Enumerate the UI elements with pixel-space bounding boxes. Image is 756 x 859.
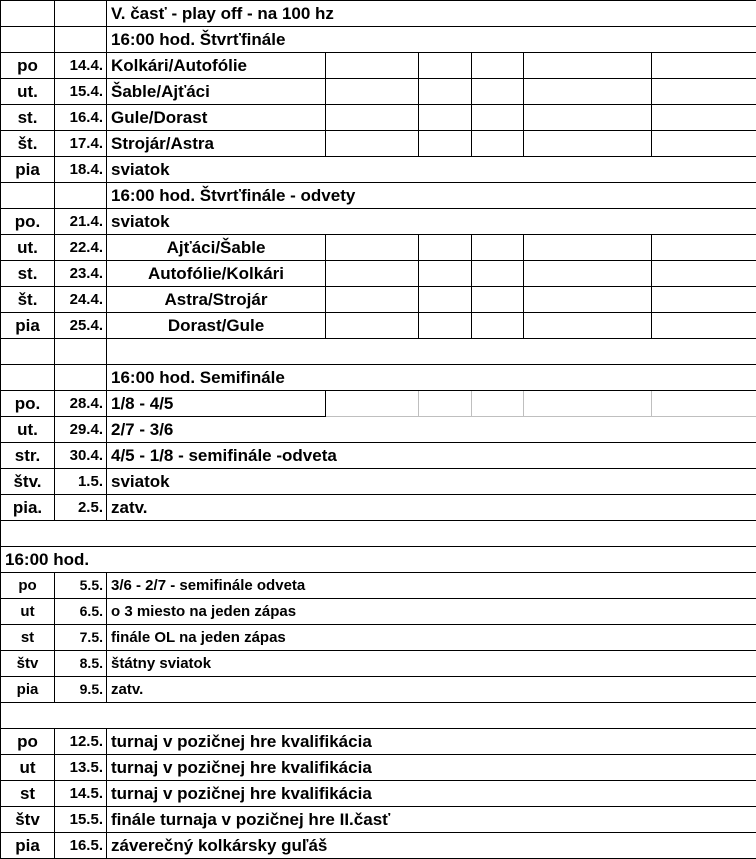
day-cell: štv	[1, 651, 55, 677]
date-cell: 2.5.	[55, 495, 107, 521]
day-cell: pia.	[1, 495, 55, 521]
empty-cell	[472, 53, 524, 79]
schedule-row	[1, 781, 756, 807]
empty-cell	[326, 261, 419, 287]
date-cell: 15.4.	[55, 79, 107, 105]
empty-cell	[472, 391, 524, 417]
empty-cell	[326, 105, 419, 131]
event-cell: sviatok	[107, 469, 756, 495]
empty-cell	[472, 287, 524, 313]
schedule-row	[1, 1, 756, 27]
schedule-row	[1, 755, 756, 781]
empty-cell	[472, 131, 524, 157]
day-cell: ut.	[1, 79, 55, 105]
event-cell: sviatok	[107, 157, 756, 183]
date-cell: 16.4.	[55, 105, 107, 131]
empty-cell	[524, 105, 652, 131]
schedule-row	[1, 183, 756, 209]
empty-cell	[326, 313, 419, 339]
day-cell: ut.	[1, 417, 55, 443]
day-cell: po	[1, 53, 55, 79]
date-cell: 14.4.	[55, 53, 107, 79]
match-cell: Autofólie/Kolkári	[107, 261, 326, 287]
full-row-cell: 16:00 hod.	[1, 547, 756, 573]
match-cell: Astra/Strojár	[107, 287, 326, 313]
empty-cell	[419, 391, 472, 417]
schedule-row	[1, 677, 756, 703]
day-cell: pia	[1, 157, 55, 183]
empty-cell	[472, 261, 524, 287]
date-cell: 7.5.	[55, 625, 107, 651]
day-cell	[1, 339, 55, 365]
schedule-row	[1, 573, 756, 599]
empty-cell	[652, 131, 756, 157]
empty-cell	[419, 287, 472, 313]
match-cell: Dorast/Gule	[107, 313, 326, 339]
schedule-row	[1, 209, 756, 235]
day-cell	[1, 1, 55, 27]
day-cell	[1, 183, 55, 209]
date-cell: 12.5.	[55, 729, 107, 755]
day-cell: st	[1, 781, 55, 807]
date-cell: 1.5.	[55, 469, 107, 495]
empty-cell	[652, 287, 756, 313]
empty-cell	[652, 235, 756, 261]
day-cell: št.	[1, 131, 55, 157]
empty-cell	[652, 391, 756, 417]
empty-cell	[524, 53, 652, 79]
event-cell: turnaj v pozičnej hre kvalifikácia	[107, 729, 756, 755]
empty-cell	[524, 131, 652, 157]
empty-cell	[419, 261, 472, 287]
day-cell: ut	[1, 599, 55, 625]
day-cell: po.	[1, 209, 55, 235]
full-row-cell	[1, 703, 756, 729]
schedule-row	[1, 79, 756, 105]
schedule-row	[1, 313, 756, 339]
schedule-row	[1, 599, 756, 625]
empty-cell	[524, 79, 652, 105]
day-cell: pia	[1, 833, 55, 859]
empty-cell	[652, 313, 756, 339]
event-cell: finále OL na jeden zápas	[107, 625, 756, 651]
empty-cell	[652, 53, 756, 79]
date-cell	[55, 339, 107, 365]
empty-cell	[472, 235, 524, 261]
schedule-row	[1, 261, 756, 287]
event-cell: 2/7 - 3/6	[107, 417, 756, 443]
match-cell: Šable/Ajťáci	[107, 79, 326, 105]
schedule-row	[1, 547, 756, 573]
date-cell: 9.5.	[55, 677, 107, 703]
empty-cell	[472, 105, 524, 131]
empty-cell	[524, 261, 652, 287]
day-cell: st	[1, 625, 55, 651]
schedule-row	[1, 651, 756, 677]
schedule-row	[1, 521, 756, 547]
empty-cell	[326, 79, 419, 105]
schedule-row	[1, 807, 756, 833]
event-cell: V. časť - play off - na 100 hz	[107, 1, 756, 27]
empty-cell	[326, 131, 419, 157]
date-cell: 17.4.	[55, 131, 107, 157]
event-cell: turnaj v pozičnej hre kvalifikácia	[107, 755, 756, 781]
day-cell: st.	[1, 261, 55, 287]
schedule-row	[1, 131, 756, 157]
schedule-row	[1, 703, 756, 729]
date-cell: 14.5.	[55, 781, 107, 807]
match-cell: Kolkári/Autofólie	[107, 53, 326, 79]
empty-cell	[419, 131, 472, 157]
full-row-cell	[1, 521, 756, 547]
event-cell: zatv.	[107, 495, 756, 521]
event-cell: sviatok	[107, 209, 756, 235]
schedule-row	[1, 27, 756, 53]
day-cell: štv.	[1, 469, 55, 495]
schedule-row	[1, 625, 756, 651]
event-cell: zatv.	[107, 677, 756, 703]
empty-cell	[524, 313, 652, 339]
day-cell: ut	[1, 755, 55, 781]
empty-cell	[652, 105, 756, 131]
date-cell: 8.5.	[55, 651, 107, 677]
match-cell: Strojár/Astra	[107, 131, 326, 157]
schedule-row	[1, 105, 756, 131]
empty-cell	[524, 391, 652, 417]
date-cell: 16.5.	[55, 833, 107, 859]
date-cell: 28.4.	[55, 391, 107, 417]
event-cell: finále turnaja v pozičnej hre II.časť	[107, 807, 756, 833]
empty-cell	[326, 53, 419, 79]
empty-cell	[472, 313, 524, 339]
schedule-row	[1, 287, 756, 313]
day-cell: po	[1, 573, 55, 599]
empty-cell	[326, 235, 419, 261]
date-cell	[55, 365, 107, 391]
schedule-row	[1, 339, 756, 365]
empty-cell	[524, 287, 652, 313]
schedule-row	[1, 53, 756, 79]
date-cell: 18.4.	[55, 157, 107, 183]
date-cell: 15.5.	[55, 807, 107, 833]
date-cell: 5.5.	[55, 573, 107, 599]
empty-cell	[419, 235, 472, 261]
schedule-row	[1, 469, 756, 495]
match-cell: Ajťáci/Šable	[107, 235, 326, 261]
schedule-row	[1, 417, 756, 443]
date-cell: 23.4.	[55, 261, 107, 287]
match-cell: Gule/Dorast	[107, 105, 326, 131]
event-cell: 16:00 hod. Štvrťfinále - odvety	[107, 183, 756, 209]
schedule-row	[1, 495, 756, 521]
date-cell	[55, 1, 107, 27]
empty-cell	[652, 261, 756, 287]
day-cell: št.	[1, 287, 55, 313]
date-cell: 22.4.	[55, 235, 107, 261]
date-cell: 30.4.	[55, 443, 107, 469]
date-cell: 13.5.	[55, 755, 107, 781]
empty-cell	[472, 79, 524, 105]
empty-cell	[419, 105, 472, 131]
date-cell	[55, 183, 107, 209]
date-cell: 21.4.	[55, 209, 107, 235]
empty-cell	[419, 313, 472, 339]
date-cell	[55, 27, 107, 53]
event-cell: 16:00 hod. Semifinále	[107, 365, 756, 391]
event-cell: štátny sviatok	[107, 651, 756, 677]
empty-cell	[652, 79, 756, 105]
schedule-row	[1, 443, 756, 469]
day-cell: pia	[1, 313, 55, 339]
day-cell: po	[1, 729, 55, 755]
empty-cell	[419, 79, 472, 105]
day-cell: st.	[1, 105, 55, 131]
empty-cell	[326, 391, 419, 417]
day-cell: pia	[1, 677, 55, 703]
day-cell	[1, 365, 55, 391]
empty-cell	[326, 287, 419, 313]
event-cell: záverečný kolkársky guľáš	[107, 833, 756, 859]
event-cell: 4/5 - 1/8 - semifinále -odveta	[107, 443, 756, 469]
schedule-row	[1, 235, 756, 261]
match-cell: 1/8 - 4/5	[107, 391, 326, 417]
empty-cell	[419, 53, 472, 79]
event-cell: 16:00 hod. Štvrťfinále	[107, 27, 756, 53]
event-cell: 3/6 - 2/7 - semifinále odveta	[107, 573, 756, 599]
event-cell	[107, 339, 756, 365]
date-cell: 25.4.	[55, 313, 107, 339]
schedule-row	[1, 391, 756, 417]
day-cell: štv	[1, 807, 55, 833]
date-cell: 6.5.	[55, 599, 107, 625]
schedule-row	[1, 833, 756, 859]
schedule-row	[1, 729, 756, 755]
day-cell: po.	[1, 391, 55, 417]
day-cell: ut.	[1, 235, 55, 261]
day-cell: str.	[1, 443, 55, 469]
event-cell: turnaj v pozičnej hre kvalifikácia	[107, 781, 756, 807]
date-cell: 29.4.	[55, 417, 107, 443]
day-cell	[1, 27, 55, 53]
empty-cell	[524, 235, 652, 261]
event-cell: o 3 miesto na jeden zápas	[107, 599, 756, 625]
date-cell: 24.4.	[55, 287, 107, 313]
schedule-row	[1, 365, 756, 391]
schedule-row	[1, 157, 756, 183]
